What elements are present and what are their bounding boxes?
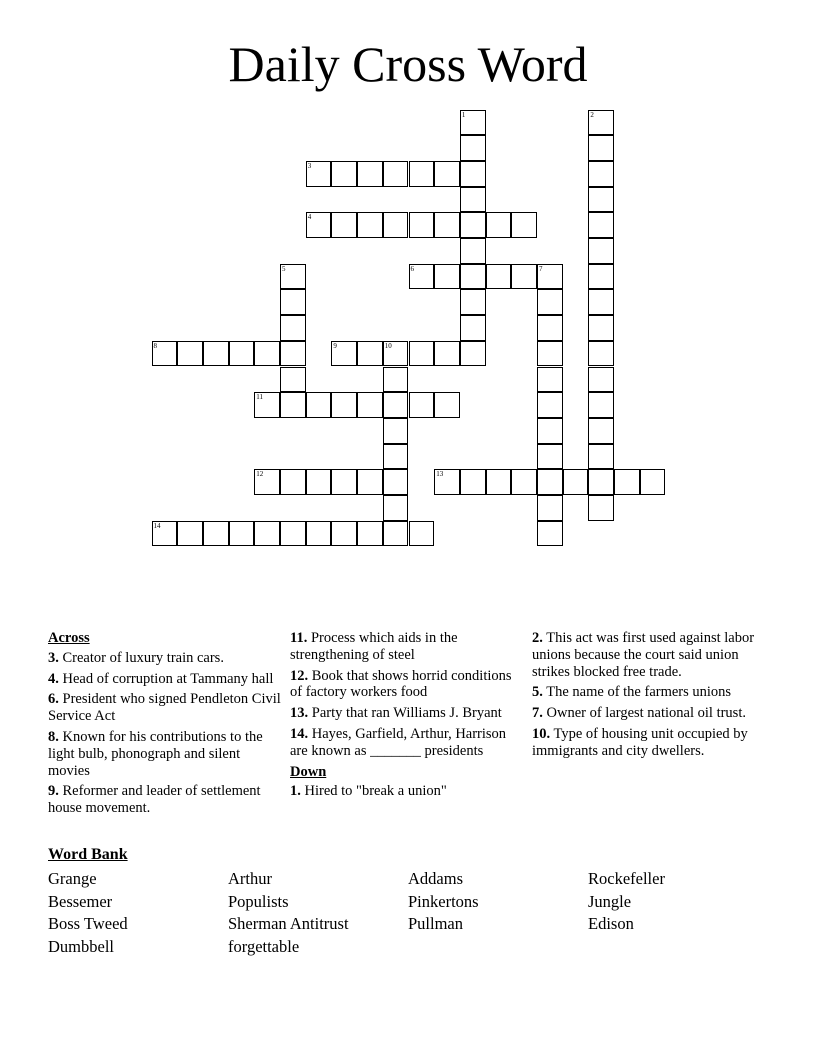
grid-cell[interactable] <box>486 264 512 290</box>
grid-cell[interactable] <box>254 521 280 547</box>
grid-cell[interactable] <box>331 341 357 367</box>
clues-column-1 <box>48 630 282 821</box>
grid-cell[interactable] <box>331 392 357 418</box>
clue-number: 13. <box>290 705 309 722</box>
grid-cell[interactable] <box>177 341 203 367</box>
grid-cell[interactable] <box>280 392 306 418</box>
cell-number: 4 <box>307 213 312 222</box>
clue-across-8 <box>48 729 282 779</box>
grid-cell[interactable] <box>357 469 383 495</box>
grid-cell[interactable] <box>383 392 409 418</box>
grid-cell[interactable] <box>640 469 666 495</box>
cell-number: 12 <box>256 470 264 479</box>
grid-cell[interactable] <box>460 187 486 213</box>
grid-cell[interactable] <box>409 521 435 547</box>
word-bank-column-2 <box>228 868 349 958</box>
clue-text: Book that shows horrid conditions of factory workers food <box>290 667 512 701</box>
grid-cell[interactable] <box>306 161 332 187</box>
word-bank-item: Arthur <box>228 869 272 888</box>
grid-cell[interactable] <box>588 444 614 470</box>
cell-number: 7 <box>539 264 543 273</box>
clue-text: Process which aids in the strengthening of steel <box>290 630 458 663</box>
grid-cell[interactable] <box>383 418 409 444</box>
clue-number: 4. <box>48 670 59 687</box>
grid-cell[interactable] <box>383 495 409 521</box>
grid-cell[interactable] <box>331 521 357 547</box>
word-bank-item: Rockefeller <box>588 869 665 888</box>
grid-cell[interactable] <box>588 110 614 136</box>
clue-number: 11. <box>290 630 308 646</box>
clue-text: Reformer and leader of settlement house movement. <box>48 783 261 817</box>
grid-cell[interactable] <box>460 161 486 187</box>
clue-down-7 <box>532 705 766 722</box>
grid-cell[interactable] <box>588 418 614 444</box>
word-bank-column-1 <box>48 868 128 958</box>
grid-cell[interactable] <box>383 444 409 470</box>
cell-number: 8 <box>153 341 157 350</box>
cell-number: 14 <box>153 521 161 530</box>
grid-cell[interactable] <box>434 264 460 290</box>
grid-cell[interactable] <box>588 495 614 521</box>
word-bank-item: Grange <box>48 869 97 888</box>
grid-cell[interactable] <box>486 469 512 495</box>
clue-across-14 <box>290 726 526 760</box>
grid-cell[interactable] <box>537 469 563 495</box>
grid-cell[interactable] <box>229 341 255 367</box>
word-bank-item: Dumbbell <box>48 936 114 956</box>
clue-text: Owner of largest national oil trust. <box>546 705 746 722</box>
grid-cell[interactable] <box>588 187 614 213</box>
grid-cell[interactable] <box>177 521 203 547</box>
grid-cell[interactable] <box>460 315 486 341</box>
word-bank-column-4 <box>588 868 665 936</box>
clue-number: 2. <box>532 630 543 646</box>
grid-cell[interactable] <box>511 469 537 495</box>
clue-text: President who signed Pendleton Civil Service Act <box>48 691 281 725</box>
grid-cell[interactable] <box>383 341 409 367</box>
grid-cell[interactable] <box>588 392 614 418</box>
grid-cell[interactable] <box>280 367 306 393</box>
grid-cell[interactable] <box>229 521 255 547</box>
clue-number: 1. <box>290 783 301 800</box>
grid-cell[interactable] <box>460 264 486 290</box>
grid-cell[interactable] <box>511 212 537 238</box>
grid-cell[interactable] <box>537 495 563 521</box>
grid-cell[interactable] <box>280 521 306 547</box>
grid-cell[interactable] <box>588 469 614 495</box>
grid-cell[interactable] <box>280 315 306 341</box>
grid-cell[interactable] <box>588 367 614 393</box>
cell-number: 1 <box>461 110 466 119</box>
grid-cell[interactable] <box>254 341 280 367</box>
grid-cell[interactable] <box>537 289 563 315</box>
clue-text: This act was first used against labor unions because the court said union strikes blocked free trade. <box>532 630 755 680</box>
grid-cell[interactable] <box>588 161 614 187</box>
down-heading: Down <box>290 763 327 780</box>
word-bank-item: forgettable <box>228 936 300 956</box>
grid-cell[interactable] <box>203 521 229 547</box>
grid-cell[interactable] <box>460 212 486 238</box>
clue-text: Hired to "break a union" <box>304 783 447 800</box>
grid-cell[interactable] <box>537 315 563 341</box>
grid-cell[interactable] <box>460 238 486 264</box>
grid-cell[interactable] <box>588 238 614 264</box>
clues-column-3 <box>532 630 766 764</box>
clue-across-13 <box>290 705 526 722</box>
grid-cell[interactable] <box>511 264 537 290</box>
grid-cell[interactable] <box>280 469 306 495</box>
word-bank-item: Sherman Antitrust <box>228 914 349 933</box>
grid-cell[interactable] <box>331 212 357 238</box>
grid-cell[interactable] <box>306 521 332 547</box>
grid-cell[interactable] <box>409 264 435 290</box>
grid-cell[interactable] <box>460 341 486 367</box>
grid-cell[interactable] <box>460 135 486 161</box>
grid-cell[interactable] <box>460 289 486 315</box>
grid-cell[interactable] <box>537 341 563 367</box>
cell-number: 9 <box>333 341 337 350</box>
grid-cell[interactable] <box>383 469 409 495</box>
grid-cell[interactable] <box>280 341 306 367</box>
grid-cell[interactable] <box>537 418 563 444</box>
grid-cell[interactable] <box>254 392 280 418</box>
grid-cell[interactable] <box>357 341 383 367</box>
grid-cell[interactable] <box>460 110 486 136</box>
word-bank-item: Edison <box>588 914 634 933</box>
grid-cell[interactable] <box>588 341 614 367</box>
clue-number: 14. <box>290 725 309 742</box>
clue-text: Known for his contributions to the light bulb, phonograph and silent movies <box>48 728 263 779</box>
word-bank-item: Bessemer <box>48 891 113 911</box>
clue-across-3 <box>48 650 282 667</box>
clue-number: 3. <box>48 649 59 666</box>
cell-number: 5 <box>282 264 286 273</box>
grid-cell[interactable] <box>614 469 640 495</box>
grid-cell[interactable] <box>280 264 306 290</box>
word-bank-item: Addams <box>408 869 463 888</box>
clue-text: Type of housing unit occupied by immigrants and city dwellers. <box>532 725 748 759</box>
clue-number: 5. <box>532 684 543 701</box>
grid-cell[interactable] <box>537 392 563 418</box>
grid-cell[interactable] <box>588 315 614 341</box>
clue-number: 12. <box>290 667 309 684</box>
grid-cell[interactable] <box>434 212 460 238</box>
grid-cell[interactable] <box>357 212 383 238</box>
grid-cell[interactable] <box>537 264 563 290</box>
clue-text: The name of the farmers unions <box>546 684 732 701</box>
clue-number: 9. <box>48 783 59 800</box>
word-bank-column-3 <box>408 868 479 936</box>
grid-cell[interactable] <box>486 212 512 238</box>
grid-cell[interactable] <box>357 521 383 547</box>
grid-cell[interactable] <box>152 521 178 547</box>
grid-cell[interactable] <box>306 392 332 418</box>
grid-cell[interactable] <box>409 161 435 187</box>
grid-cell[interactable] <box>409 212 435 238</box>
grid-cell[interactable] <box>537 444 563 470</box>
clue-across-12 <box>290 668 526 702</box>
grid-cell[interactable] <box>331 469 357 495</box>
grid-cell[interactable] <box>588 212 614 238</box>
clue-across-6 <box>48 691 282 725</box>
grid-cell[interactable] <box>383 161 409 187</box>
word-bank-item: Pullman <box>408 914 464 933</box>
cell-number: 3 <box>307 161 312 170</box>
clue-down-10 <box>532 726 766 760</box>
clue-down-5 <box>532 684 766 701</box>
clue-down-2 <box>532 630 766 680</box>
cell-number: 11 <box>256 393 264 402</box>
clue-text: Creator of luxury train cars. <box>62 649 224 666</box>
cell-number: 2 <box>590 110 594 119</box>
grid-cell[interactable] <box>203 341 229 367</box>
grid-cell[interactable] <box>537 521 563 547</box>
clue-text: Head of corruption at Tammany hall <box>62 670 274 687</box>
across-heading: Across <box>48 630 90 646</box>
grid-cell[interactable] <box>537 367 563 393</box>
grid-cell[interactable] <box>306 212 332 238</box>
clue-text: Party that ran Williams J. Bryant <box>311 705 502 722</box>
grid-cell[interactable] <box>434 161 460 187</box>
grid-cell[interactable] <box>434 392 460 418</box>
grid-cell[interactable] <box>563 469 589 495</box>
grid-cell[interactable] <box>306 469 332 495</box>
word-bank-item: Populists <box>228 891 289 911</box>
clue-number: 10. <box>532 725 551 742</box>
grid-cell[interactable] <box>152 341 178 367</box>
clue-text: Hayes, Garfield, Arthur, Harrison are known as _______ presidents <box>290 725 507 759</box>
word-bank-item: Jungle <box>588 891 632 911</box>
grid-cell[interactable] <box>383 521 409 547</box>
clue-across-11 <box>290 630 526 664</box>
clue-across-4 <box>48 671 282 688</box>
word-bank-heading: Word Bank <box>48 846 128 863</box>
clue-across-9 <box>48 783 282 817</box>
cell-number: 10 <box>384 341 392 350</box>
grid-cell[interactable] <box>588 264 614 290</box>
grid-cell[interactable] <box>383 367 409 393</box>
page-title: Daily Cross Word <box>228 36 588 92</box>
grid-cell[interactable] <box>331 161 357 187</box>
clue-number: 8. <box>48 728 59 745</box>
grid-cell[interactable] <box>434 469 460 495</box>
grid-cell[interactable] <box>280 289 306 315</box>
grid-cell[interactable] <box>434 341 460 367</box>
grid-cell[interactable] <box>588 289 614 315</box>
clue-number: 6. <box>48 691 59 708</box>
cell-number: 13 <box>436 470 444 479</box>
grid-cell[interactable] <box>254 469 280 495</box>
grid-cell[interactable] <box>383 212 409 238</box>
clue-number: 7. <box>532 705 543 722</box>
grid-cell[interactable] <box>409 341 435 367</box>
word-bank-item: Boss Tweed <box>48 914 128 933</box>
grid-cell[interactable] <box>409 392 435 418</box>
grid-cell[interactable] <box>460 469 486 495</box>
cell-number: 6 <box>410 264 414 273</box>
word-bank-item: Pinkertons <box>408 891 479 911</box>
grid-cell[interactable] <box>357 161 383 187</box>
grid-cell[interactable] <box>588 135 614 161</box>
grid-cell[interactable] <box>357 392 383 418</box>
clue-down-1 <box>290 783 526 800</box>
clues-column-2 <box>290 630 526 804</box>
